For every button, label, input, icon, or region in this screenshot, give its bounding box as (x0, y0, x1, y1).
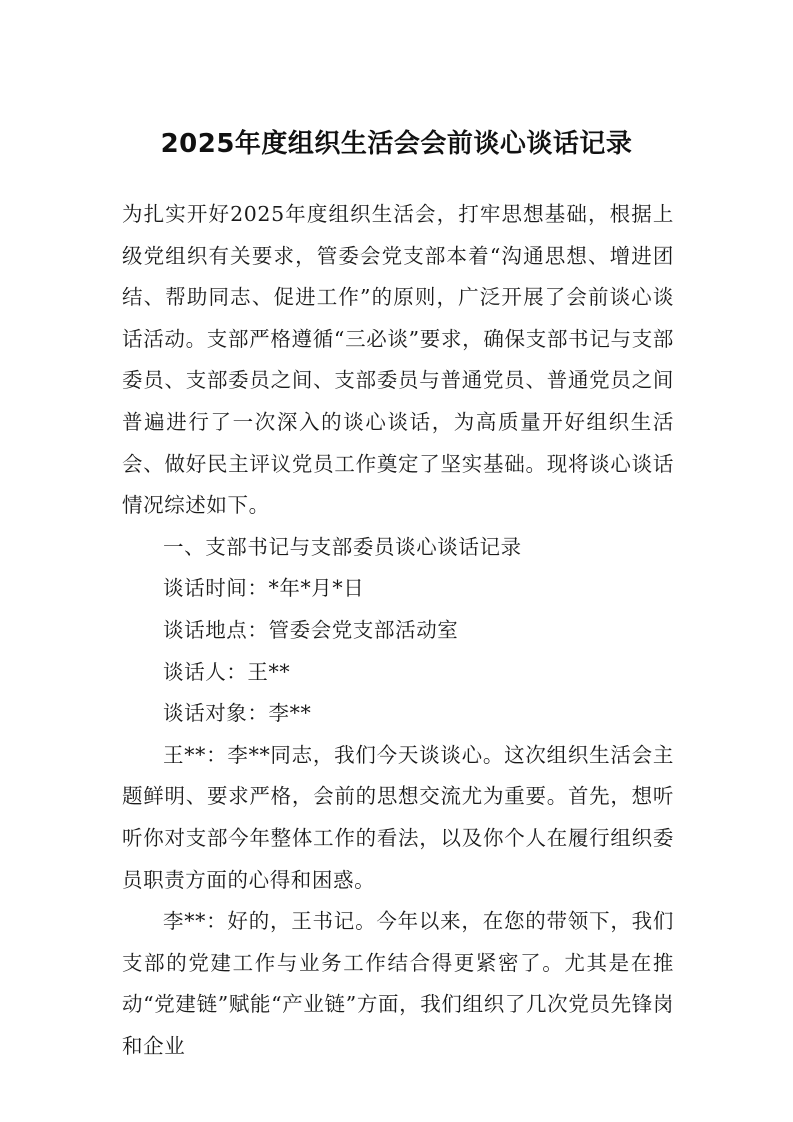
intro-paragraph: 为扎实开好2025年度组织生活会，打牢思想基础，根据上级党组织有关要求，管委会党支部本着“沟通思想、增进团结、帮助同志、促进工作”的原则，广泛开展了会前谈心谈话活动。支部严格遵循“三必谈”要求，确保支部书记与支部委员、支部委员之间、支部委员与普通党员、普通党员之间普遍进行了一次深入的谈心谈话，为高质量开好组织生活会、做好民主评议党员工作奠定了坚实基础。现将谈心谈话情况综述如下。 (122, 202, 674, 518)
talk-target: 谈话对象：李** (163, 701, 312, 726)
document-body (122, 194, 674, 1067)
document-title: 2025年度组织生活会会前谈心谈话记录 (160, 129, 633, 159)
section-heading: 一、支部书记与支部委员谈心谈话记录 (163, 534, 522, 559)
dialogue-paragraph-wang: 王**：李**同志，我们今天谈谈心。这次组织生活会主题鲜明、要求严格，会前的思想交流尤为重要。首先，想听听你对支部今年整体工作的看法，以及你个人在履行组织委员职责方面的心得和困惑。 (122, 742, 674, 892)
talker: 谈话人：王** (163, 659, 291, 684)
talk-place: 谈话地点：管委会党支部活动室 (163, 617, 459, 642)
talk-time: 谈话时间：*年*月*日 (163, 576, 365, 601)
dialogue-paragraph-li: 李**：好的，王书记。今年以来，在您的带领下，我们支部的党建工作与业务工作结合得更紧密了。尤其是在推动“党建链”赋能“产业链”方面，我们组织了几次党员先锋岗和企业 (122, 909, 674, 1058)
